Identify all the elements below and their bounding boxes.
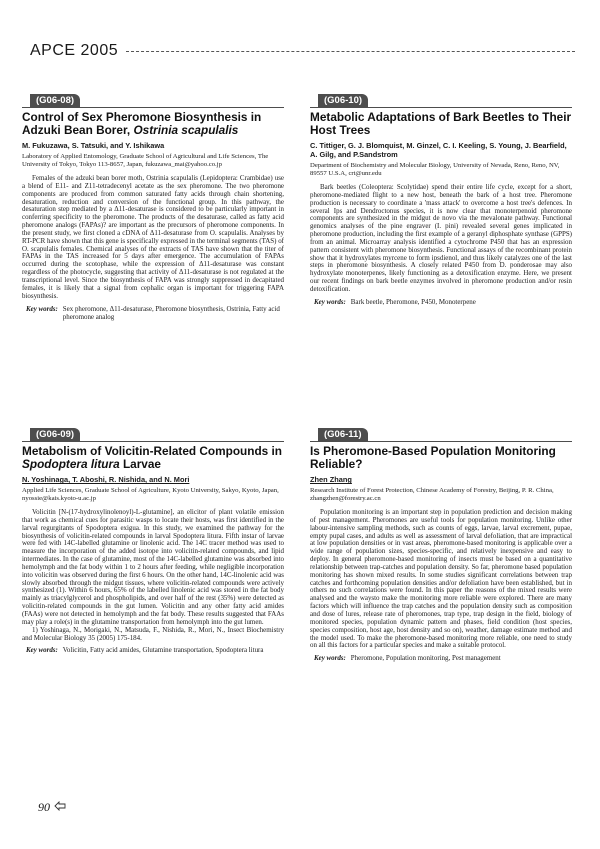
abstract-authors: C. Tittiger, G. J. Blomquist, M. Ginzel, C. I. Keeling, S. Young, J. Bearfield, A. Gilg, and P.Sandstrom [310,141,567,160]
keywords-label: Key words: [26,304,58,313]
abstract-authors: M. Fukuzawa, S. Tatsuki, and Y. Ishikawa [22,141,165,151]
abstract-title: Control of Sex Pheromone Biosynthesis in Adzuki Bean Borer, Ostrinia scapulalis [22,110,262,138]
page-header [30,40,575,62]
abstract-body: Population monitoring is an important step in population prediction and decision making of pest management. Pheromones are useful tools for population monitoring. Unlike other labour-intensive sampling methods, such as counts of eggs, larvae, larval excrement, pupae, empty pupal cases, and adults as well as assessment of larval defoliation, that are impractical at low population densities or in vast areas, pheromone-based monitoring is applicable over a wide range of population sizes, species-specific, and relatively inexpensive and easy to deploy. In general pheromone-based monitoring of insects must be based on a quantitative relationship between trap-catches and population density. So far, pheromone based population monitoring has shown mixed results. In some studies significant correlations between trap catches and forthcoming population densities and/or defoliation have been established, but in others no such correlations were found. In this paper the reasons of the mixed results were analysed and the waysto make the monitoring more reliable were explored. There are many factors which will influence the trap catches and the population density such as composition and dose of lures, release rate of pheromones, trap type, trap design in the field, biology of monitored species, population dynamic pattern and phases, field condition (host species, species composition, host age, host density and so on), weather, damage estimate method and the model used. To make the pheromone-based monitoring more reliable, one need to study on all this factors for a particular species and make a suitable protocol. [310,508,572,650]
keywords-label: Key words: [314,654,346,663]
abstract-affiliation: Department of Biochemistry and Molecular Biology, University of Nevada, Reno, Reno, NV, 89557 U.S.A, crt@unr.edu [310,162,560,178]
abstract-reference: 1) Yoshinaga, N., Morigaki, N., Matsuda, F., Nishida, R., Mori, N., Insect Biochemistry and Molecular Biology 35 (2005) 175-184. [22,625,284,642]
abstract-body: Bark beetles (Coleoptera: Scolytidae) spend their entire life cycle, except for a short, pheromone-mediated flight to a new host, beneath the bark of a host tree. Pheromone production is necessary to coordinate a 'mass attack' to overcome a host tree's defences. In several Ips and Dendroctonus species, it is now clear that monoterpenoid pheromone components are synthesized in the midgut de novo via the mevalonate pathway. Functional genomics analyses of the pine engraver (I. pini) revealed several genes implicated in pheromone production, including the first example of a geranyl diphosphate synthase (GPPS) from an animal. Microarray analysis identified a cytochrome P450 that has an expression pattern consistent with pheromone biosynthesis. Functional assays of the recombinant protein show that it hydroxylates myrcene to form ipsdienol, and thus likely catalyzes one of the last steps in pheromone biosynthesis. A closely related P450 from D. ponderosae may also hydroxylate monoterpenes, likely functioning as a detoxification enzyme. Here, we present our recent findings on bark beetle enzymes involved in pheromone production and/or resin detoxification. [310,183,572,293]
code-divider [310,107,572,108]
abstract-affiliation: Applied Life Sciences, Graduate School of Agriculture, Kyoto University, Sakyo, Kyoto, Japan, nyossie@kais.kyoto-u.ac.jp [22,487,279,503]
abstract-affiliation: Laboratory of Applied Entomology, Graduate School of Agricultural and Life Sciences, The University of Tokyo, Tokyo 113-8657, Japan, fukuzawa_mai@yahoo.co.jp [22,153,269,169]
keywords-label: Key words: [26,646,58,655]
left-arrow-icon [54,800,66,815]
abstract-g06-11 [310,424,572,662]
abstract-keywords [310,654,572,662]
keywords-text: Bark beetle, Pheromone, P450, Monoterpene [350,297,476,306]
abstract-title: Metabolism of Volicitin-Related Compounds in Spodoptera litura Larvae [22,444,282,472]
keywords-text: Pheromone, Population monitoring, Pest management [350,654,501,663]
keywords-text: Sex pheromone, Δ11-desaturase, Pheromone biosynthesis, Ostrinia, Fatty acid pheromone analog [62,304,280,321]
abstract-g06-10 [310,90,572,306]
abstract-title: Metabolic Adaptations of Bark Beetles to Their Host Trees [310,110,572,138]
abstract-code: (G06-08) [30,94,80,107]
abstract-authors: N. Yoshinaga, T. Aboshi, R. Nishida, and N. Mori [22,475,190,485]
keywords-text: Volicitin, Fatty acid amides, Glutamine transportation, Spodoptera litura [62,646,264,655]
abstract-keywords [22,305,284,321]
conference-title: APCE 2005 [30,42,119,59]
code-divider [22,107,284,108]
abstract-g06-09 [22,424,284,654]
abstract-g06-08 [22,90,284,321]
abstract-affiliation: Research Institute of Forest Protection, Chinese Academy of Forestry, Beijing, P. R. China, zhangzhen@forestry.ac.cn [310,487,554,503]
code-divider [22,441,284,442]
abstract-code: (G06-09) [30,428,80,441]
abstract-body: Females of the adzuki bean borer moth, Ostrinia scapulalis (Lepidoptera: Crambidae) use a blend of E11- and Z11-tetradecenyl acetate as the sex pheromone. The two pheromone components are produced from common saturated fatty acids through chain shortening, desaturation, reduction and conversion of the functional group. In this pathway, the desaturation step mediated by a Δ11-desaturase is considered to be particularly important in conferring specificity to the pheromone. The products of the desaturase, called as fatty acid pheromone analogs (FAPAs)? are important as the precursors of pheromone components. In the present study, we first cloned a cDNA of Δ11-desaturase from O. scapulalis. Analyses by RT-PCR have shown that this gene is specifically expressed in the terminal segments (TAS) of O. scapulalis females. Chemical analyses of the extracts of TAS have shown that the titer of FAPAs in the TAS increased for 5 days after emergence. The accumulation of FAPAs occurred during the scotophase, while the expression of Δ11-desaturase was constant regardless of the photocycle, suggesting that activity of Δ11-desaturase is not regulated at the transcriptional level. Since the biosynthesis of FAPA was strongly suppressed in decapitated females, it is likely that a signal from cephalic organ is important for triggering FAPA biosynthesis. [22,174,284,300]
abstract-body: Volicitin [N-(17-hydroxylinolenoyl)-L-glutamine], an elicitor of plant volatile emission that work as chemical cues for parasitic wasps to locate their hosts, was first identified in the larval regurgitants of Spodoptera exigua. In this study, we examined the pathway for the biosynthesis of volicitin-related compounds in larval Spodoptera litura. Fifth instar of larvae were fed with 14C-labelled glutamine or linolenic acid. The 14C tracer method was used to measure the incorporation of the added isotope into volicitin-related compounds, and lipid intermediates. In the case of glutamine, most of the 14C-labelled glutamine was absorbed into hemolymph and the fat body within 1 to 2 hours after feeding, while negligible incorporation into volicitin was observed during the first 6 hours. On the other hand, 14C-linolenic acid was slowly absorbed through the midgut tissues, where volicitin-related compounds were actively synthesized (1). Within 6 hours, 65% of the labelled linolenic acid was stored in the fat body mainly as triacylglycerol and phospholipids, and over half of the rest (35%) were detected as volicitin-related compounds in the gut lumen. Volicitin and any other fatty acid amides (FAAs) were not detected in hemolymph and the fat body. These results suggested that FAAs may play a role(s) in the glutamine transportation from hemolymph into the gut lumen. [22,508,284,626]
abstract-authors: Zhen Zhang [310,475,352,485]
header-divider [126,51,575,52]
keywords-label: Key words: [314,297,346,306]
page-number: 90 [38,800,50,814]
abstract-code: (G06-11) [318,428,368,441]
abstract-keywords [22,646,284,654]
abstract-title: Is Pheromone-Based Population Monitoring Reliable? [310,444,556,472]
abstract-code: (G06-10) [318,94,368,107]
code-divider [310,441,572,442]
page-footer [38,800,66,815]
abstract-keywords [310,298,572,306]
